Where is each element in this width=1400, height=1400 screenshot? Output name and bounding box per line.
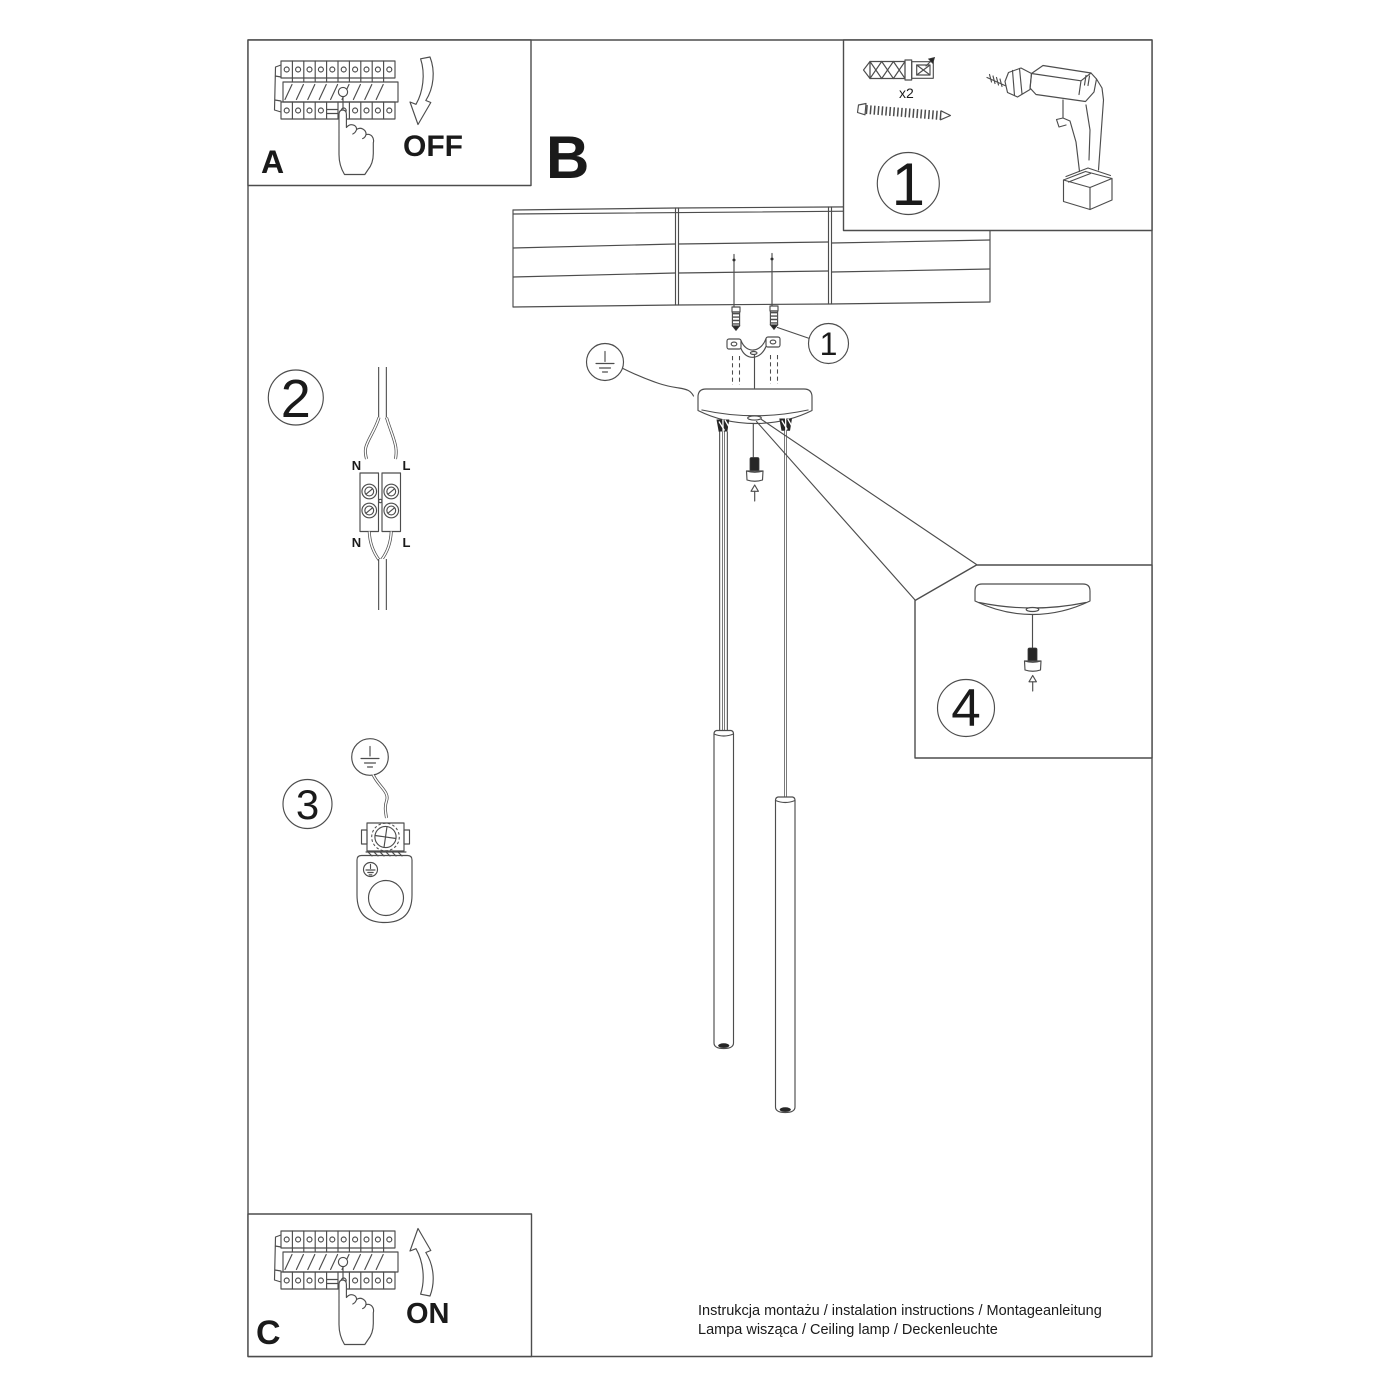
mains-cable-icon: [365, 367, 396, 459]
footer-line-1: Instrukcja montażu / instalation instructions / Montageanleitung: [698, 1303, 1102, 1319]
anchor-count-label: x2: [899, 85, 914, 101]
neutral-label-bottom: N: [351, 535, 362, 550]
ground-step-number: 3: [295, 781, 320, 828]
ground-wire-icon: [373, 775, 387, 819]
screw-callout-number: 1: [819, 326, 838, 362]
wiring-step: [268, 367, 410, 610]
kit-box: [844, 40, 1153, 231]
breaker-box-a: [248, 40, 531, 186]
pendant-tube-right: [776, 797, 796, 1113]
mounting-screw-icon: [732, 306, 778, 331]
detail-leader-lines: [757, 420, 977, 601]
breaker-box-c: [248, 1214, 532, 1357]
box-c-letter: C: [256, 1314, 281, 1352]
live-label-top: L: [402, 458, 411, 473]
screw-holes-icon: [733, 254, 774, 308]
box-a-state: OFF: [403, 130, 463, 163]
mounting-plate-icon: [357, 856, 412, 923]
screw-callout-circle: [778, 324, 849, 364]
strain-relief-screw-icon: [747, 424, 764, 502]
lamp-cable-icon: [369, 532, 391, 611]
pendant-tube-left: [714, 731, 734, 1049]
neutral-label-top: N: [351, 458, 362, 473]
mounting-bracket-icon: [727, 337, 780, 357]
box-a-letter: A: [261, 144, 285, 180]
kit-step-number: 1: [891, 151, 925, 218]
section-letter: B: [546, 124, 590, 191]
mounting-hardware: [727, 254, 780, 389]
detail-step-number: 4: [951, 679, 981, 738]
footer-text: [698, 1303, 1102, 1338]
footer-line-2: Lampa wisząca / Ceiling lamp / Deckenleuchte: [698, 1322, 998, 1338]
ground-step: [283, 739, 412, 923]
ground-terminal-icon: [362, 823, 410, 856]
terminal-block-icon: [360, 473, 401, 532]
live-label-bottom: L: [402, 535, 411, 550]
detail-box-4: [915, 565, 1152, 758]
earth-icon: [352, 739, 389, 776]
box-c-state: ON: [406, 1298, 450, 1330]
wiring-step-number: 2: [280, 369, 311, 429]
earth-icon: [587, 344, 694, 397]
canopy: [698, 389, 812, 432]
